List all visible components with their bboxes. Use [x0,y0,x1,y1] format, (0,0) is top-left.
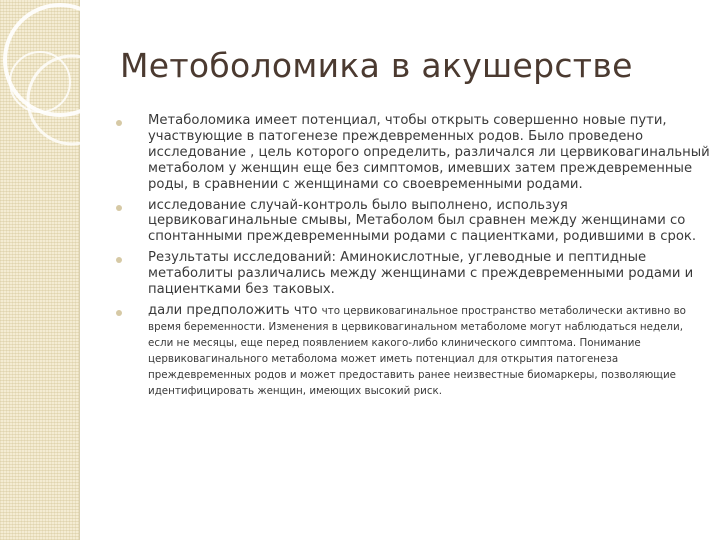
slide-content [128,113,710,398]
bullet-lead-text: дали предположить что [148,302,322,318]
bullet-text-mixed [148,303,710,398]
bullet-item [128,250,710,298]
slide-title: Метоболомика в акушерстве [120,46,633,85]
bullet-item [128,113,710,193]
bullet-icon [116,257,122,263]
bullet-text: исследование случай-контроль было выполнено, используя цервиковагинальные смывы, Метаболом был сравнен между женщинами со спонтанными преждевременными родами с пациентками, родившими в срок. [148,197,697,245]
bullet-text: Результаты исследований: Аминокислотные, углеводные и пептидные метаболиты различались между женщинами с преждевременными родами и пациентками без таковых. [148,250,694,298]
bullet-small-text: что цервиковагинальное пространство метаболически активно во время беременности. Изменения в цервиковагинальном метаболоме могут наблюдаться недели, если не месяцы, еще перед появлением какого-либо клинического симптома. Понимание цервиковагинального метаболома может иметь потенциал для открытия патогенеза преждевременных родов и может предоставить ранее неизвестные биомаркеры, позволяющие идентифицировать женщин, имеющих высокий риск. [148,304,686,397]
bullet-icon [116,310,122,316]
bullet-item [128,198,710,246]
bullet-text: Метаболомика имеет потенциал, чтобы открыть совершенно новые пути, участвующие в патогенезе преждевременных родов. Было проведено исследование , цель которого определить, различался ли цервиковагинальный метаболом у женщин еще без симптомов, имевших затем преждевременные роды, в сравнении с женщинами со своевременными родами. [148,113,710,192]
bullet-item [128,303,710,398]
bullet-icon [116,205,122,211]
decorative-circles [0,0,120,170]
bullet-icon [116,120,122,126]
